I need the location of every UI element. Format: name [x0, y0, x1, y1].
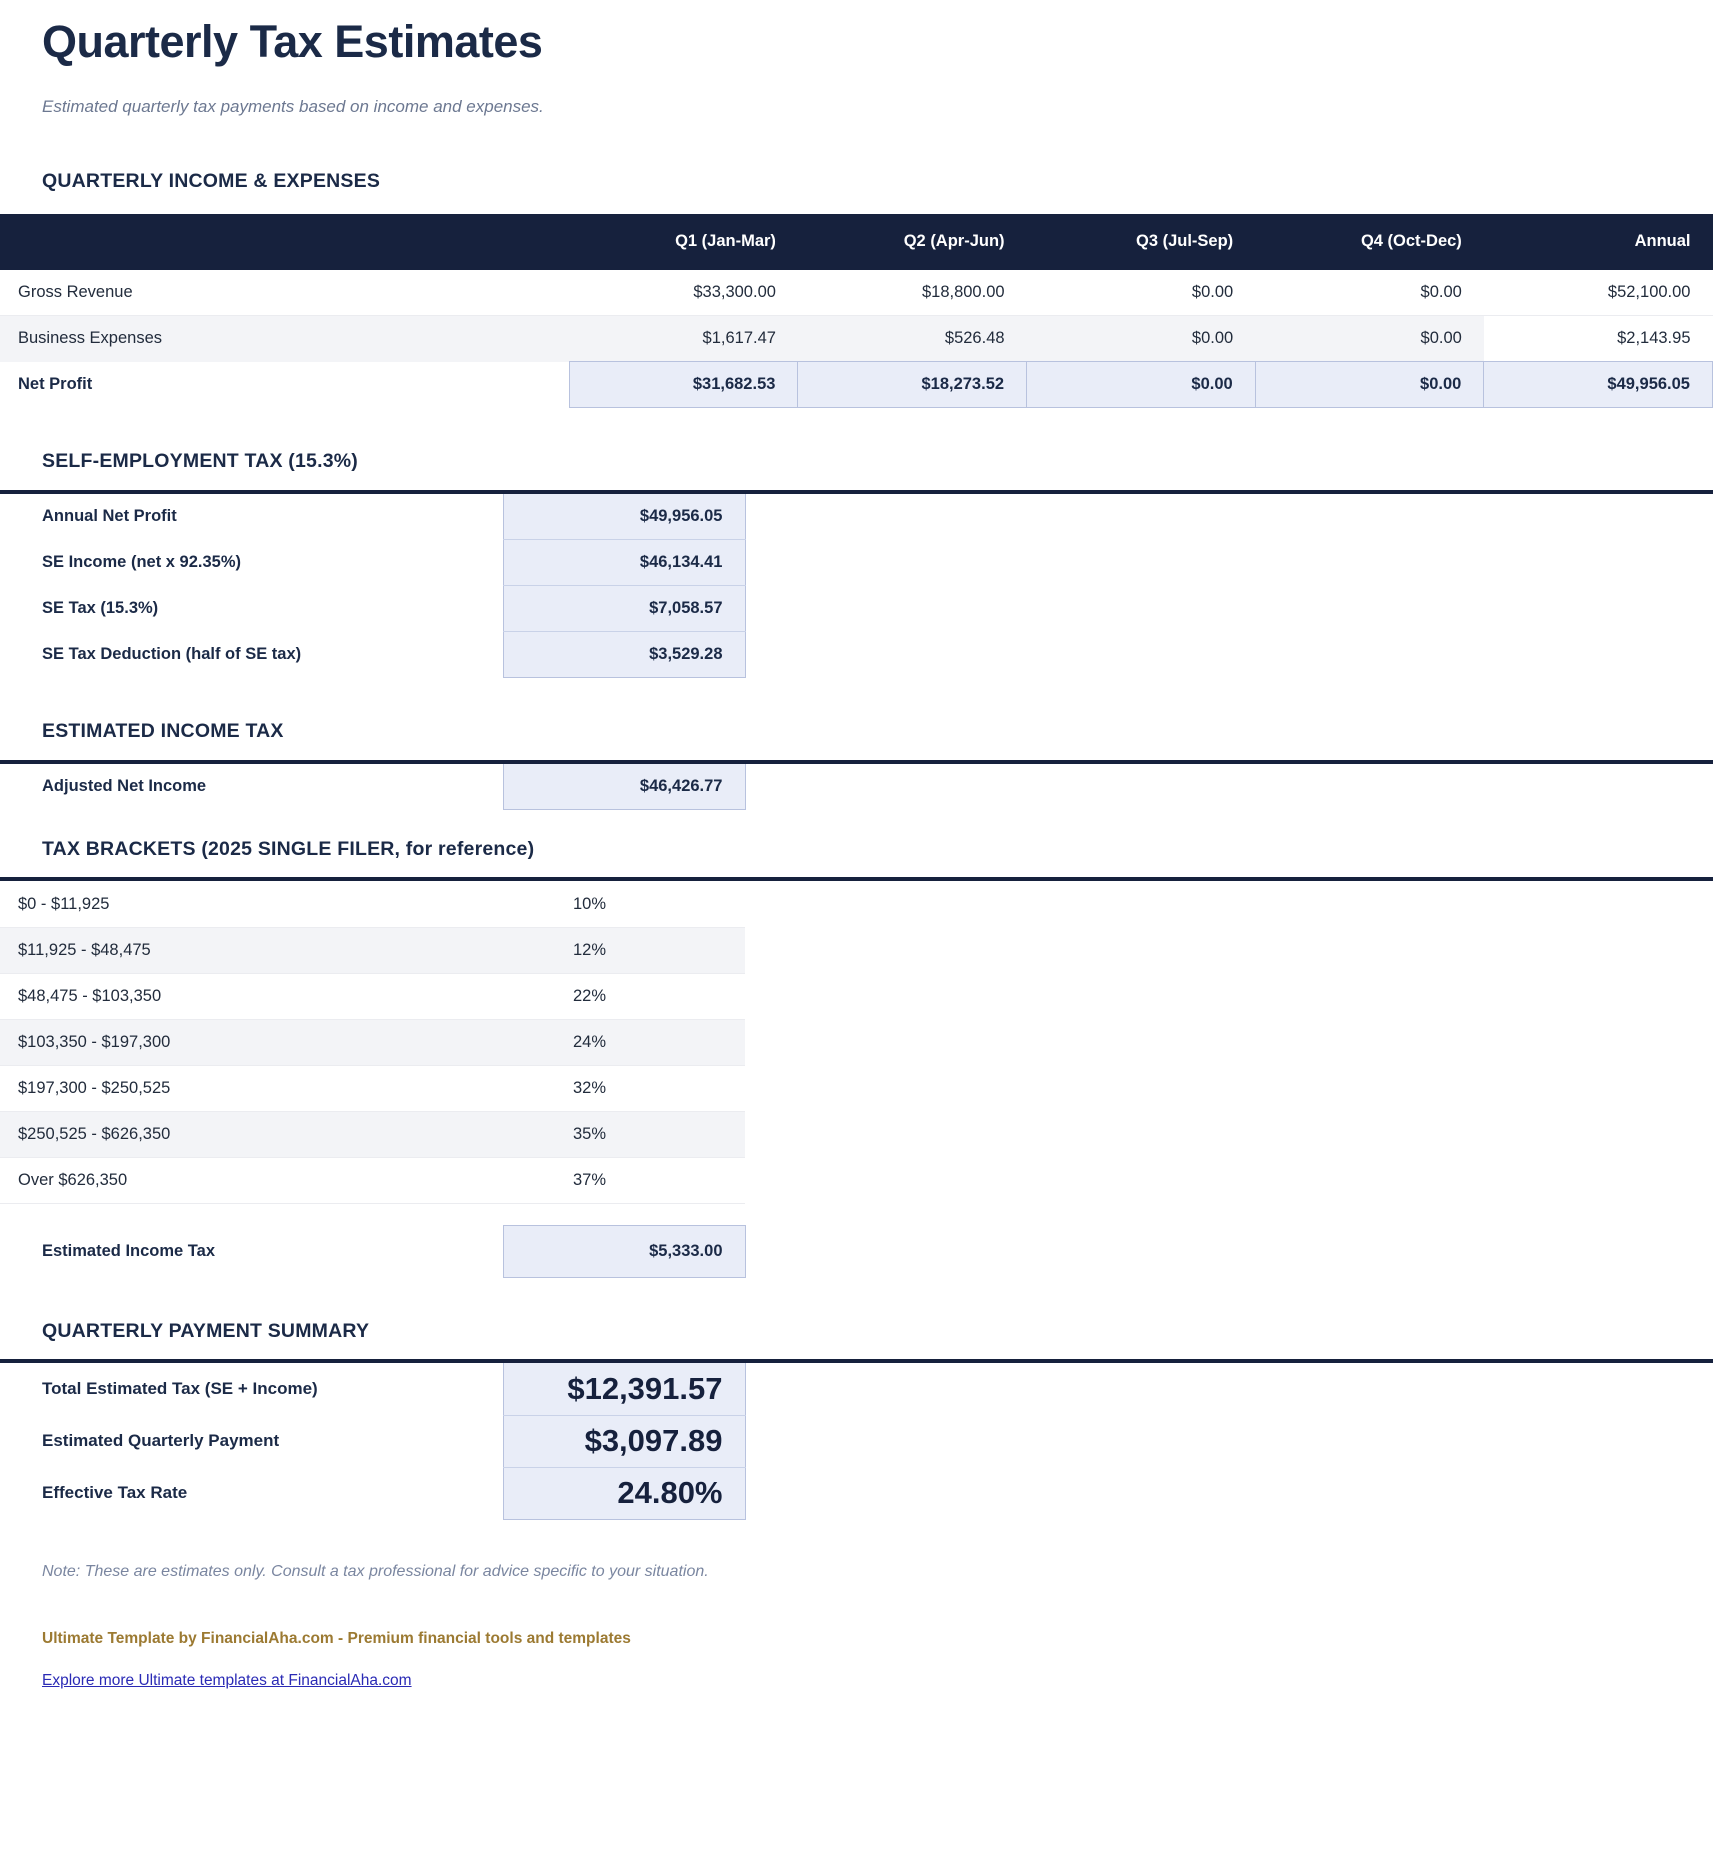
- cell-adjusted-net-income: $46,426.77: [503, 764, 745, 810]
- cell-estimated-income-tax: $5,333.00: [503, 1225, 745, 1277]
- bracket-range-1: $11,925 - $48,475: [0, 927, 503, 973]
- cell-net-profit-q4: $0.00: [1255, 362, 1484, 408]
- cell-se-tax: $7,058.57: [503, 586, 745, 632]
- column-header-q2: Q2 (Apr-Jun): [798, 214, 1027, 270]
- table-row: [0, 1415, 745, 1467]
- row-label-annual-net-profit: Annual Net Profit: [42, 507, 177, 526]
- cell-total-estimated-tax: $12,391.57: [503, 1363, 745, 1415]
- cell-annual-net-profit: $49,956.05: [503, 494, 745, 540]
- cell-gross-revenue-q1: $33,300.00: [569, 270, 798, 316]
- row-label-estimated-quarterly-payment: Estimated Quarterly Payment: [42, 1431, 280, 1451]
- table-row: [0, 494, 745, 540]
- cell-estimated-quarterly-payment: $3,097.89: [503, 1415, 745, 1467]
- table-row: [0, 270, 1713, 316]
- table-row: [0, 881, 745, 927]
- cell-gross-revenue-annual: $52,100.00: [1484, 270, 1713, 316]
- section-heading-payment-summary: QUARTERLY PAYMENT SUMMARY: [42, 1319, 370, 1342]
- table-row: [0, 586, 745, 632]
- cell-se-income: $46,134.41: [503, 540, 745, 586]
- section-heading-estimated-income-tax: ESTIMATED INCOME TAX: [42, 720, 284, 743]
- table-row: [0, 973, 745, 1019]
- table-row: [0, 1363, 745, 1415]
- cell-business-expenses-annual: $2,143.95: [1484, 316, 1713, 362]
- income-expenses-table: [0, 214, 1713, 409]
- document-header: [0, 0, 1713, 118]
- table-row: [0, 1065, 745, 1111]
- cell-net-profit-q3: $0.00: [1027, 362, 1256, 408]
- cell-gross-revenue-q2: $18,800.00: [798, 270, 1027, 316]
- estimated-income-tax-table: [0, 764, 746, 811]
- income-tax-table-wrap: [0, 764, 1713, 811]
- bracket-rate-4: 32%: [503, 1065, 745, 1111]
- row-label-net-profit: Net Profit: [0, 362, 569, 408]
- table-row: [0, 1157, 745, 1203]
- page-subtitle: Estimated quarterly tax payments based on income and expenses.: [42, 97, 544, 117]
- cell-business-expenses-q4: $0.00: [1255, 316, 1484, 362]
- row-label-business-expenses: Business Expenses: [0, 316, 569, 362]
- cell-business-expenses-q2: $526.48: [798, 316, 1027, 362]
- cell-business-expenses-q3: $0.00: [1027, 316, 1256, 362]
- table-row: [0, 1467, 745, 1519]
- bracket-rate-0: 10%: [503, 881, 745, 927]
- section-heading-se-tax: SELF-EMPLOYMENT TAX (15.3%): [42, 450, 358, 473]
- table-row: [0, 316, 1713, 362]
- bracket-rate-1: 12%: [503, 927, 745, 973]
- bracket-rate-6: 37%: [503, 1157, 745, 1203]
- cell-gross-revenue-q3: $0.00: [1027, 270, 1256, 316]
- table-header-row: [0, 214, 1713, 270]
- row-label-se-income: SE Income (net x 92.35%): [42, 553, 241, 572]
- quarterly-payment-summary-table: [0, 1363, 746, 1520]
- section-heading-tax-brackets: TAX BRACKETS (2025 SINGLE FILER, for reference): [42, 838, 535, 861]
- bracket-rate-5: 35%: [503, 1111, 745, 1157]
- column-header-annual: Annual: [1484, 214, 1713, 270]
- bracket-range-3: $103,350 - $197,300: [0, 1019, 503, 1065]
- row-label-adjusted-net-income: Adjusted Net Income: [42, 777, 207, 796]
- table-row: [0, 927, 745, 973]
- bracket-range-0: $0 - $11,925: [0, 881, 503, 927]
- row-label-se-tax: SE Tax (15.3%): [42, 599, 159, 618]
- table-row-net-profit: [0, 362, 1713, 408]
- column-header-q3: Q3 (Jul-Sep): [1027, 214, 1256, 270]
- table-row: [0, 764, 745, 810]
- row-label-gross-revenue: Gross Revenue: [0, 270, 569, 316]
- page-title: Quarterly Tax Estimates: [42, 16, 543, 67]
- row-label-estimated-income-tax: Estimated Income Tax: [0, 1225, 503, 1277]
- cell-net-profit-q1: $31,682.53: [569, 362, 798, 408]
- row-label-se-tax-deduction: SE Tax Deduction (half of SE tax): [42, 645, 302, 664]
- brand-link[interactable]: Explore more Ultimate templates at FinancialAha.com: [42, 1671, 412, 1689]
- se-tax-table: [0, 494, 746, 679]
- cell-gross-revenue-q4: $0.00: [1255, 270, 1484, 316]
- table-row: [0, 1019, 745, 1065]
- table-row: [0, 1111, 745, 1157]
- cell-net-profit-q2: $18,273.52: [798, 362, 1027, 408]
- column-header-label: [0, 214, 569, 270]
- tax-brackets-table: [0, 881, 746, 1278]
- section-heading-income: QUARTERLY INCOME & EXPENSES: [42, 170, 381, 193]
- table-row-estimated-income-tax: [0, 1225, 745, 1277]
- column-header-q1: Q1 (Jan-Mar): [569, 214, 798, 270]
- table-row: [0, 540, 745, 586]
- bracket-range-5: $250,525 - $626,350: [0, 1111, 503, 1157]
- cell-effective-tax-rate: 24.80%: [503, 1467, 745, 1519]
- bracket-range-6: Over $626,350: [0, 1157, 503, 1203]
- disclaimer-note: Note: These are estimates only. Consult a tax professional for advice specific to your situation.: [42, 1562, 709, 1580]
- column-header-q4: Q4 (Oct-Dec): [1255, 214, 1484, 270]
- bracket-range-2: $48,475 - $103,350: [0, 973, 503, 1019]
- bracket-rate-2: 22%: [503, 973, 745, 1019]
- bracket-rate-3: 24%: [503, 1019, 745, 1065]
- cell-se-tax-deduction: $3,529.28: [503, 632, 745, 678]
- table-row: [0, 632, 745, 678]
- table-spacer-row: [0, 1203, 745, 1225]
- brand-text: Ultimate Template by FinancialAha.com - Premium financial tools and templates: [42, 1629, 631, 1647]
- cell-net-profit-annual: $49,956.05: [1484, 362, 1713, 408]
- se-tax-table-wrap: [0, 494, 1713, 679]
- row-label-total-estimated-tax: Total Estimated Tax (SE + Income): [42, 1379, 318, 1399]
- bracket-range-4: $197,300 - $250,525: [0, 1065, 503, 1111]
- cell-business-expenses-q1: $1,617.47: [569, 316, 798, 362]
- row-label-effective-tax-rate: Effective Tax Rate: [42, 1483, 188, 1503]
